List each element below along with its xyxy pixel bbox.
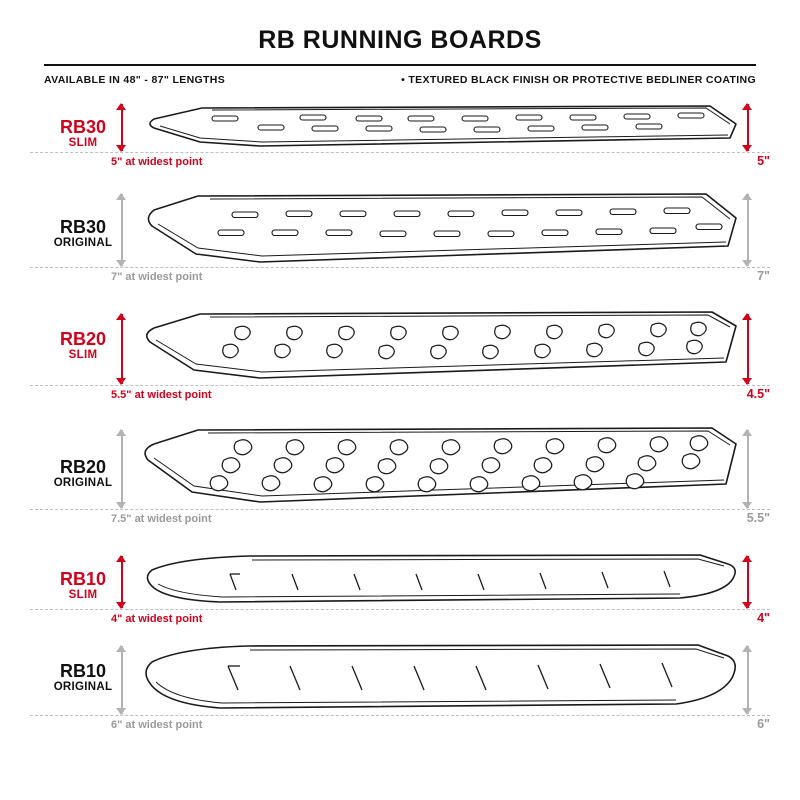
variant-name: ORIGINAL <box>53 680 113 693</box>
dimension-label-right: 4" <box>757 611 770 625</box>
dimension-label-left: 6" at widest point <box>111 719 203 731</box>
model-name: RB30 <box>59 117 107 137</box>
dimension-label-right: 7" <box>757 269 770 283</box>
subtitle-lengths: AVAILABLE IN 48" - 87" LENGTHS <box>44 74 226 86</box>
board-rows <box>0 96 800 748</box>
row-label-rb20-slim <box>38 330 128 363</box>
dimension-label-right: 6" <box>757 717 770 731</box>
board-row-rb10-original <box>0 638 800 748</box>
model-name: RB10 <box>59 569 107 589</box>
dimension-arrow-left <box>116 430 127 508</box>
dimension-arrow-left <box>116 646 127 714</box>
variant-name: SLIM <box>68 588 98 601</box>
model-name: RB20 <box>59 329 107 349</box>
dimension-arrow-left <box>116 314 127 384</box>
board-row-rb20-original <box>0 422 800 548</box>
row-label-rb10-original <box>38 662 128 695</box>
model-name: RB10 <box>59 661 107 681</box>
dimension-label-right: 5" <box>757 154 770 168</box>
board-illustration-rb20-original <box>140 420 760 524</box>
board-row-rb30-slim <box>0 96 800 184</box>
dimension-label-right: 5.5" <box>746 511 770 525</box>
dimension-arrow-left <box>116 194 127 266</box>
variant-name: SLIM <box>68 348 98 361</box>
model-name: RB30 <box>59 217 107 237</box>
page-header <box>0 0 800 86</box>
page-subtitle <box>44 74 756 86</box>
variant-name: ORIGINAL <box>53 476 113 489</box>
subtitle-finish <box>401 74 756 86</box>
board-row-rb30-original <box>0 184 800 306</box>
dimension-label-left: 5.5" at widest point <box>111 389 212 401</box>
board-illustration-rb20-slim <box>140 304 760 399</box>
variant-name: ORIGINAL <box>53 236 113 249</box>
board-illustration-rb10-original <box>140 636 760 728</box>
dimension-label-left: 7.5" at widest point <box>111 513 212 525</box>
title-divider <box>44 64 756 66</box>
row-label-rb30-slim <box>38 118 128 151</box>
subtitle-finish-text: TEXTURED BLACK FINISH OR PROTECTIVE BEDLINER COATING <box>408 74 756 86</box>
board-illustration-rb30-slim <box>140 94 760 188</box>
board-illustration-rb10-slim <box>140 546 760 624</box>
dimension-label-left: 5" at widest point <box>111 156 203 168</box>
subtitle-bullet: • <box>401 74 406 86</box>
dimension-arrow-left <box>116 556 127 608</box>
dimension-arrow-left <box>116 104 127 151</box>
variant-name: SLIM <box>68 136 98 149</box>
row-label-rb10-slim <box>38 570 128 603</box>
dimension-label-left: 7" at widest point <box>111 271 203 283</box>
row-label-rb20-original <box>38 458 128 491</box>
page-title: RB RUNNING BOARDS <box>258 26 542 54</box>
row-label-rb30-original <box>38 218 128 251</box>
board-row-rb20-slim <box>0 306 800 422</box>
dimension-label-right: 4.5" <box>746 387 770 401</box>
model-name: RB20 <box>59 457 107 477</box>
board-row-rb10-slim <box>0 548 800 638</box>
dimension-label-left: 4" at widest point <box>111 613 203 625</box>
board-illustration-rb30-original <box>140 184 760 284</box>
